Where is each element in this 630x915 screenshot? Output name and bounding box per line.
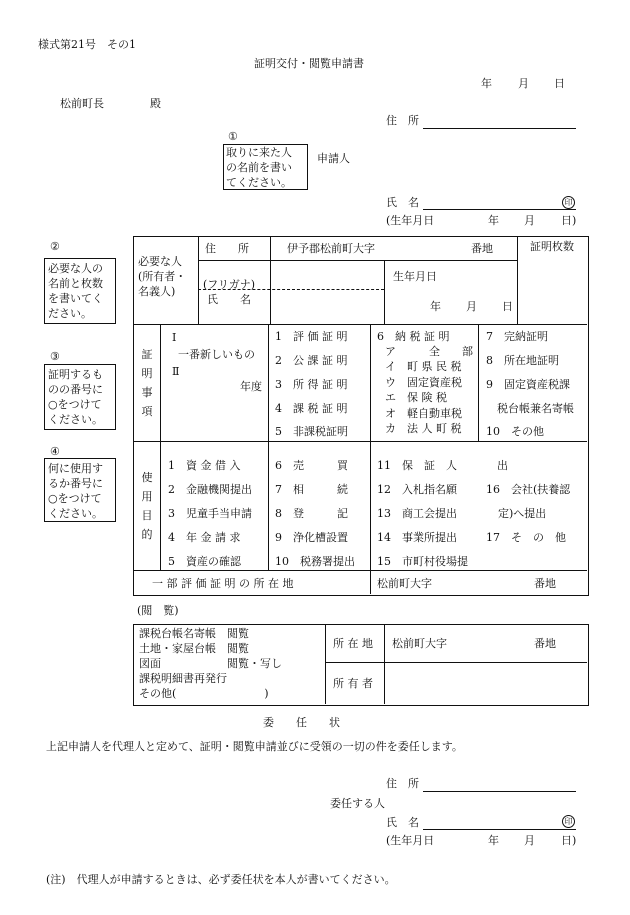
usage-item[interactable]: 8 登 記: [275, 507, 348, 520]
applicant-birth-month: 月: [524, 214, 535, 227]
note-2-number: ②: [50, 240, 60, 253]
person-address-value[interactable]: 伊予郡松前町大字: [287, 242, 375, 255]
person-birth-day: 日: [502, 300, 513, 313]
etsuran-option[interactable]: 図面 閲覧・写し: [139, 657, 282, 670]
option-ii-numeral[interactable]: Ⅱ: [172, 365, 180, 378]
etsuran-owner-label: 所 有 者: [333, 677, 373, 690]
proxy-title: 委 任 状: [263, 716, 340, 729]
etsuran-location-label: 所 在 地: [333, 637, 373, 650]
proxy-seal-icon: 印: [562, 815, 575, 828]
addressee: 松前町長: [60, 97, 104, 110]
usage-item[interactable]: 15 市町村役場提: [377, 555, 468, 568]
date-day-label: 日: [554, 77, 565, 90]
proxy-body: 上記申請人を代理人と定めて、証明・閲覧申請並びに受領の一切の件を委任します。: [46, 740, 463, 753]
proxy-name-label: 氏 名: [386, 816, 419, 829]
usage-item[interactable]: 2 金融機関提出: [168, 483, 252, 496]
usage-item[interactable]: 5 資産の確認: [168, 555, 241, 568]
proxy-birth-month: 月: [524, 834, 535, 847]
tax-subitem[interactable]: イ 町 県 民 税: [385, 360, 462, 373]
applicant-name-label: 氏 名: [386, 196, 419, 209]
usage-item-cont: 出: [497, 459, 508, 472]
addressee-honorific: 殿: [150, 97, 161, 110]
applicant-birth-year: 年: [488, 214, 499, 227]
tax-subitem[interactable]: ア 全 部: [385, 345, 473, 358]
usage-item[interactable]: 1 資 金 借 入: [168, 459, 241, 472]
proxy-birth-day: 日): [561, 834, 577, 847]
form-number: 様式第21号 その1: [38, 38, 136, 51]
tax-subitem[interactable]: カ 法 人 町 税: [385, 422, 462, 435]
partial-location-banchi: 番地: [534, 577, 556, 590]
usage-item[interactable]: 12 入札指名願: [377, 483, 457, 496]
option-i-numeral[interactable]: Ⅰ: [172, 331, 177, 344]
cert-item[interactable]: 9 固定資産税課: [486, 378, 570, 391]
etsuran-location-value[interactable]: 松前町大字: [392, 637, 447, 650]
note-2-box: 必要な人の 名前と枚数 を書いてく ださい。: [44, 258, 116, 324]
cert-item[interactable]: 1 評 価 証 明: [275, 330, 348, 343]
person-birth-month: 月: [466, 300, 477, 313]
cert-item[interactable]: 5 非課税証明: [275, 425, 348, 438]
usage-item[interactable]: 11 保 証 人: [377, 459, 457, 472]
etsuran-heading: (閲 覧): [137, 604, 179, 617]
footnote: (注) 代理人が申請するときは、必ず委任状を本人が書いてください。: [46, 873, 396, 886]
person-banchi: 番地: [471, 242, 493, 255]
seal-icon: 印: [562, 196, 575, 209]
date-year-label: 年: [481, 77, 492, 90]
tax-subitem[interactable]: ウ 固定資産税: [385, 376, 462, 389]
person-name-label: 氏 名: [207, 293, 251, 306]
cert-item-cont: 税台帳兼名寄帳: [486, 402, 574, 415]
applicant-address-line[interactable]: [423, 128, 576, 129]
usage-section-label: 使 用 目 的: [141, 471, 153, 541]
option-i-text: 一番新しいもの: [178, 348, 255, 361]
etsuran-option[interactable]: その他( ): [139, 687, 269, 700]
cert-item[interactable]: 3 所 得 証 明: [275, 378, 348, 391]
tax-subitem[interactable]: オ 軽自動車税: [385, 407, 462, 420]
note-4-number: ④: [50, 445, 60, 458]
usage-item[interactable]: 9 浄化槽設置: [275, 531, 348, 544]
person-address-label: 住 所: [205, 242, 249, 255]
form-title: 証明交付・閲覧申請書: [254, 57, 364, 70]
applicant-birth-day: 日): [561, 214, 577, 227]
proxy-name-line[interactable]: [423, 829, 576, 830]
person-label: 必要な人 (所有者・ 名義人): [138, 255, 187, 298]
person-birth-label: 生年月日: [393, 270, 437, 283]
usage-item[interactable]: 10 税務署提出: [275, 555, 355, 568]
proxy-address-label: 住 所: [386, 777, 419, 790]
usage-item[interactable]: 14 事業所提出: [377, 531, 457, 544]
applicant-label: 申請人: [317, 152, 350, 165]
partial-location-label: 一 部 評 価 証 明 の 所 在 地: [152, 577, 294, 590]
note-1-box: 取りに来た人 の名前を書い てください。: [223, 144, 308, 190]
person-birth-year: 年: [430, 300, 441, 313]
usage-item[interactable]: 4 年 金 請 求: [168, 531, 241, 544]
applicant-address-label: 住 所: [386, 114, 419, 127]
partial-location-value[interactable]: 松前町大字: [377, 577, 432, 590]
cert-item[interactable]: 2 公 課 証 明: [275, 354, 348, 367]
etsuran-option[interactable]: 課税台帳名寄帳 閲覧: [139, 627, 249, 640]
usage-item[interactable]: 17 そ の 他: [486, 531, 566, 544]
note-1-number: ①: [228, 130, 238, 143]
date-month-label: 月: [518, 77, 529, 90]
proxy-birth-label: (生年月日: [386, 834, 435, 847]
usage-item-cont: 定)へ提出: [498, 507, 547, 520]
etsuran-option[interactable]: 課税明細書再発行: [139, 672, 227, 685]
proxy-address-line[interactable]: [423, 791, 576, 792]
furigana-label: (フリガナ): [203, 278, 256, 291]
note-4-box: 何に使用す るか番号に ○をつけて ください。: [44, 458, 116, 522]
usage-item[interactable]: 16 会社(扶養認: [486, 483, 571, 496]
usage-item[interactable]: 7 相 続: [275, 483, 348, 496]
usage-item[interactable]: 3 児童手当申請: [168, 507, 252, 520]
cert-item-tax[interactable]: 6 納 税 証 明: [377, 330, 450, 343]
applicant-name-line[interactable]: [423, 209, 576, 210]
tax-subitem[interactable]: エ 保 険 税: [385, 391, 447, 404]
usage-item[interactable]: 13 商工会提出: [377, 507, 457, 520]
cert-item[interactable]: 8 所在地証明: [486, 354, 559, 367]
cert-count-label: 証明枚数: [530, 240, 574, 253]
proxy-birth-year: 年: [488, 834, 499, 847]
cert-item[interactable]: 4 課 税 証 明: [275, 402, 348, 415]
nendo-label: 年度: [240, 380, 262, 393]
etsuran-banchi: 番地: [534, 637, 556, 650]
cert-item[interactable]: 7 完納証明: [486, 330, 548, 343]
usage-item[interactable]: 6 売 買: [275, 459, 348, 472]
note-3-number: ③: [50, 350, 60, 363]
cert-section-label: 証 明 事 項: [141, 348, 153, 418]
etsuran-option[interactable]: 土地・家屋台帳 閲覧: [139, 642, 249, 655]
delegator-label: 委任する人: [330, 797, 385, 810]
cert-item[interactable]: 10 その他: [486, 425, 544, 438]
note-3-box: 証明するも のの番号に ○をつけて ください。: [44, 364, 116, 430]
applicant-birth-label: (生年月日: [386, 214, 435, 227]
